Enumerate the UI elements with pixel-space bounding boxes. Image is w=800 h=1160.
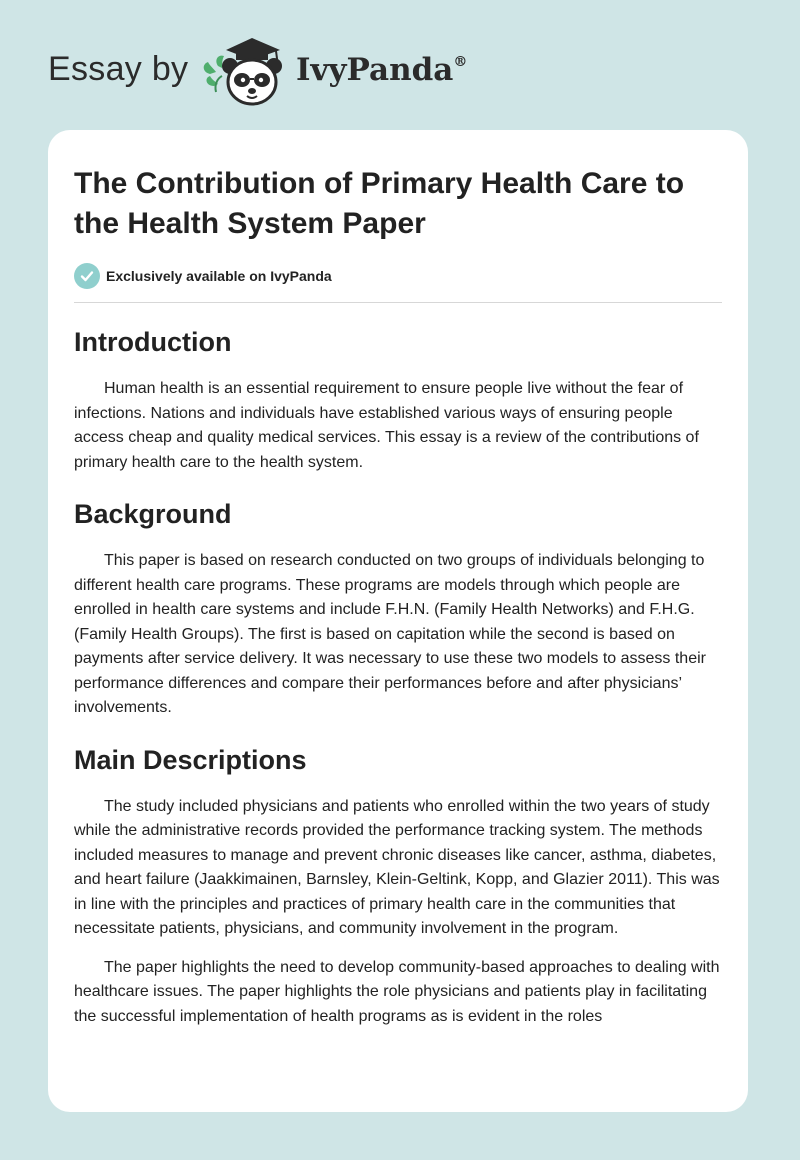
ivypanda-logo-icon[interactable]: [200, 36, 296, 108]
paragraph: This paper is based on research conducted on two groups of individuals belonging to different health care programs. These programs are models through which people are enrolled in health care systems and include F.H.N. (Family Health Networks) and F.H.G. (Family Health Groups). The first is based on capitation while the second is based on payments after service delivery. It was necessary to use these two models to assess their performance differences and compare their performances before and after physicians’ involvements.: [74, 552, 706, 716]
site-header: [0, 0, 800, 130]
section-heading: Main Descriptions: [74, 744, 307, 775]
essay-card: [48, 130, 748, 1112]
exclusive-badge: [74, 262, 722, 290]
section-introduction: [74, 325, 722, 475]
section-main-descriptions: [74, 743, 722, 1030]
title-divider: [74, 302, 722, 303]
brand-name[interactable]: IvyPanda®: [296, 52, 468, 88]
section-background: [74, 497, 722, 721]
paragraph: The study included physicians and patients who enrolled within the two years of study while the administrative records provided the performance tracking system. The methods included measures to manage and prevent chronic diseases like cancer, asthma, diabetes, and heart failure (Jaakkimainen, Barnsley, Klein-Geltink, Kopp, and Glazier 2011). This was in line with the principles and practices of primary health care in the communities that necessitate patients, physicians, and community involvement in the program.: [74, 797, 720, 937]
paragraph: Human health is an essential requirement to ensure people live without the fear of infections. Nations and individuals have established various ways of ensuring people access cheap and quality medical services. This essay is a review of the contributions of primary health care to the health system.: [74, 380, 699, 471]
brand-prefix: Essay by: [48, 50, 189, 88]
paragraph: The paper highlights the need to develop community-based approaches to dealing with healthcare issues. The paper highlights the role physicians and patients play in facilitating the successful implementation of health programs as is evident in the roles: [74, 958, 720, 1025]
page-title: The Contribution of Primary Health Care to the Health System Paper: [74, 167, 685, 240]
exclusive-label: Exclusively available on IvyPanda: [106, 268, 332, 284]
section-heading: Background: [74, 499, 232, 529]
registered-mark: ®: [453, 54, 468, 70]
check-icon: [74, 263, 100, 289]
section-heading: Introduction: [74, 327, 232, 357]
